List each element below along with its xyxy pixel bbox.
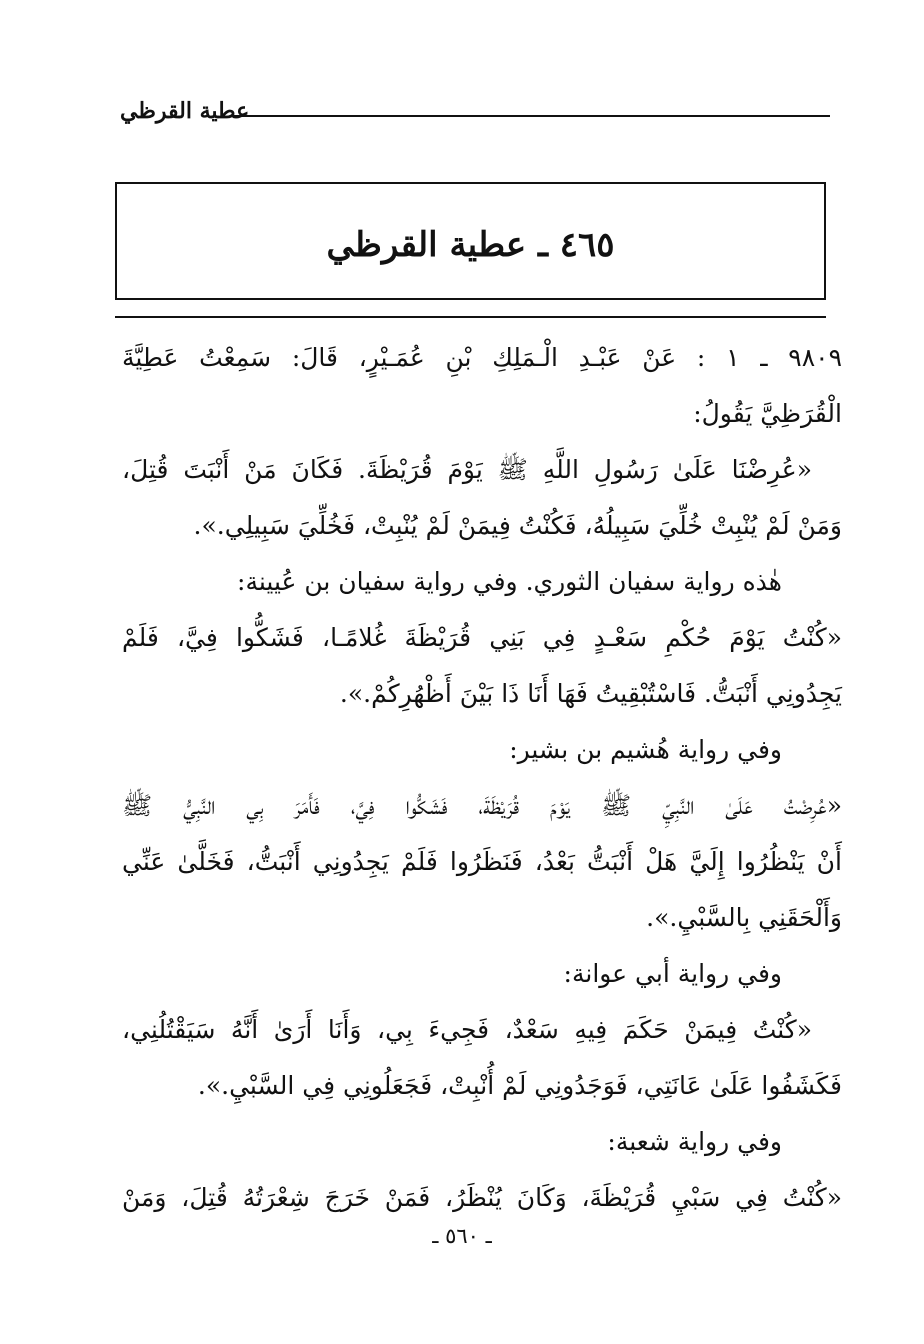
running-header (120, 98, 830, 138)
text-line: وفي رواية شعبة: (607, 1127, 782, 1156)
chapter-title-box (115, 182, 826, 300)
chapter-heading: ٤٦٥ ـ عطية القرظي (326, 225, 615, 265)
text-line: وفي رواية أبي عوانة: (563, 959, 782, 988)
text-line: الْقُرَظِيَّ يَقُولُ: (693, 399, 842, 428)
text-line: وفي رواية هُشيم بن بشير: (509, 735, 782, 764)
running-head-title: عطية القرظي (120, 98, 250, 124)
text-line: «كُنْتُ فِي سَبْيِ قُرَيْظَةَ، وَكَانَ يُنْظَرُ، فَمَنْ خَرَجَ شِعْرَتُهُ قُتِلَ، وَمَنْ (122, 1183, 842, 1212)
text-line: ٩٨٠٩ ـ ١ : عَنْ عَبْـدِ الْـمَلِكِ بْنِ عُمَـيْرٍ، قَالَ: سَمِعْتُ عَطِيَّةَ (122, 343, 842, 372)
text-line: أَنْ يَنْظُرُوا إِلَيَّ هَلْ أَنْبَتُّ بَعْدُ، فَنَظَرُوا فَلَمْ يَجِدُونِي أَنْبَتُّ، فَخَلَّىٰ عَنِّي (122, 847, 842, 876)
text-line: وَمَنْ لَمْ يُنْبِتْ خُلِّيَ سَبِيلُهُ، فَكُنْتُ فِيمَنْ لَمْ يُنْبِتْ، فَخُلِّيَ سَبِيلِي.». (193, 511, 842, 540)
text-line: فَكَشَفُوا عَلَىٰ عَانَتِي، فَوَجَدُونِي لَمْ أُنْبِتْ، فَجَعَلُونِي فِي السَّبْيِ.». (197, 1071, 842, 1100)
text-line: «عُرِضْنَا عَلَىٰ رَسُولِ اللَّهِ ﷺ يَوْمَ قُرَيْظَةَ. فَكَانَ مَنْ أَنْبَتَ قُتِلَ، (122, 455, 812, 484)
text-line: هٰذه رواية سفيان الثوري. وفي رواية سفيان بن عُيينة: (237, 567, 782, 596)
text-line: «عُرِضْتُ عَلَىٰ النَّبِيِّ ﷺ يَوْمَ قُرَيْظَةَ، فَشَكُّوا فِيَّ، فَأَمَرَ بِي النَّبِيُّ ﷺ (122, 791, 842, 820)
text-line: وَأَلْحَقَنِي بِالسَّبْيِ.». (646, 903, 842, 932)
page-number: ـ ٥٦٠ ـ (432, 1224, 492, 1248)
text-line: يَجِدُونِي أَنْبَتُّ. فَاسْتُبْقِيتُ فَهَا أَنَا ذَا بَيْنَ أَظْهُرِكُمْ.». (339, 679, 842, 708)
text-line: «كُنْتُ يَوْمَ حُكْمِ سَعْـدٍ فِي بَنِي قُرَيْظَةَ غُلامًـا، فَشَكُّوا فِيَّ، فَلَمْ (122, 623, 842, 652)
body-text (122, 330, 842, 1226)
section-divider (115, 316, 826, 318)
text-line: «كُنْتُ فِيمَنْ حَكَمَ فِيهِ سَعْدٌ، فَجِيءَ بِي، وَأَنَا أَرَىٰ أَنَّهُ سَيَقْتُلُنِي، (122, 1015, 812, 1044)
header-rule (230, 115, 830, 117)
